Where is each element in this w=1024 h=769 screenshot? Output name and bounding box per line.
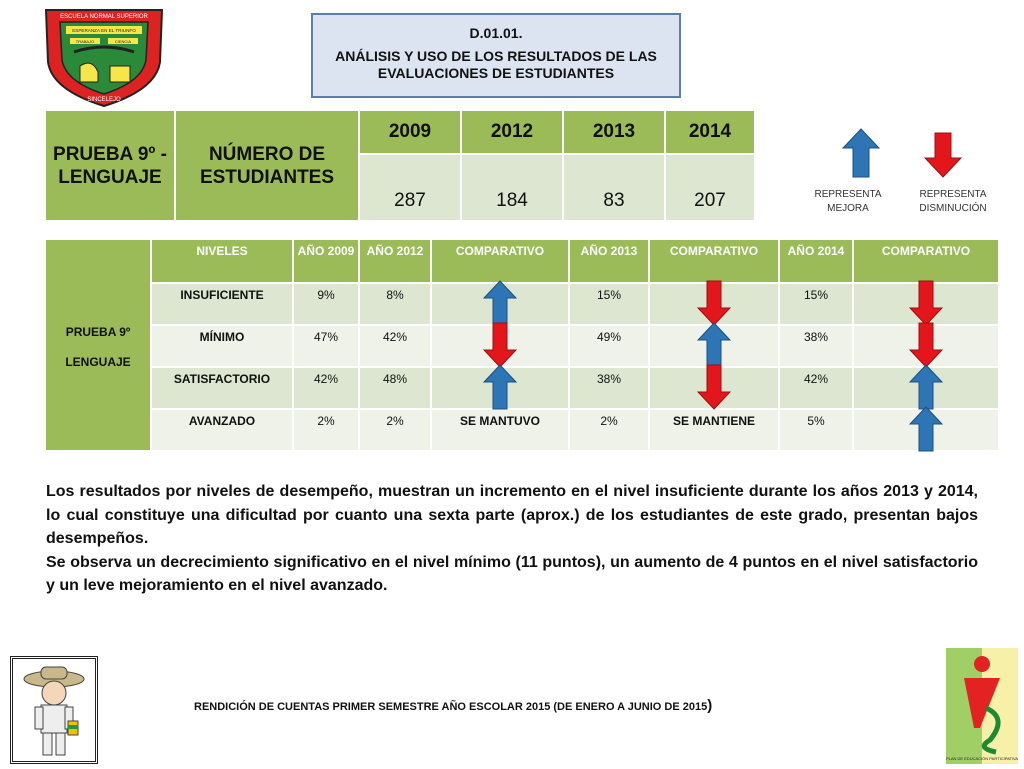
table-row: [45, 409, 999, 451]
page-title: ANÁLISIS Y USO DE LOS RESULTADOS DE LAS EVALUACIONES DE ESTUDIANTES: [335, 48, 657, 81]
value-2009: 2%: [293, 409, 359, 451]
value-2014: 5%: [779, 409, 853, 451]
arrow-up-icon: [697, 322, 731, 368]
levels-comparison-table: [44, 238, 1000, 452]
value-2014: 42%: [779, 367, 853, 409]
value-2012: 2%: [359, 409, 431, 451]
arrow-down-icon: [697, 364, 731, 410]
students-count-table: [44, 109, 756, 222]
crest-text-left: TRABAJO: [75, 39, 95, 44]
crest-text-school: ESCUELA NORMAL SUPERIOR: [60, 14, 148, 20]
legend-down-arrow-icon: [924, 132, 962, 183]
summary-text: [46, 480, 978, 598]
year-header-2014: 2014: [665, 110, 755, 154]
level-name: MÍNIMO: [151, 325, 293, 367]
footer-caption: RENDICIÓN DE CUENTAS PRIMER SEMESTRE AÑO ESCOLAR 2015 (DE ENERO A JUNIO DE 2015: [194, 701, 708, 713]
arrow-up-icon: [909, 406, 943, 452]
count-2012: 184: [461, 154, 563, 221]
test-label-cell: [45, 110, 175, 221]
students-label-cell: [175, 110, 359, 221]
comparative-1: [431, 283, 569, 325]
header-year-2013: AÑO 2013: [569, 239, 649, 283]
comparative-2: [649, 283, 779, 325]
value-2013: 38%: [569, 367, 649, 409]
header-comparative-3: COMPARATIVO: [853, 239, 999, 283]
value-2013: 15%: [569, 283, 649, 325]
year-header-2013: 2013: [563, 110, 665, 154]
value-2012: 48%: [359, 367, 431, 409]
education-plan-logo: [946, 648, 1018, 764]
level-name: AVANZADO: [151, 409, 293, 451]
year-header-2009: 2009: [359, 110, 461, 154]
levels-side-label-subject: LENGUAJE: [65, 355, 131, 369]
footer-close-paren: ): [707, 697, 713, 714]
arrow-down-icon: [909, 280, 943, 326]
logo-caption: PLAN DE EDUCACIÓN PARTICIPATIVA: [946, 756, 1018, 761]
header-comparative-1: COMPARATIVO: [431, 239, 569, 283]
year-header-2012: 2012: [461, 110, 563, 154]
test-label: PRUEBA 9º - LENGUAJE: [53, 143, 167, 188]
comparative-3: [853, 325, 999, 367]
comparative-2: [649, 367, 779, 409]
school-crest-logo: [40, 2, 168, 108]
value-2009: 47%: [293, 325, 359, 367]
crest-text-city: SINCELEJO: [87, 97, 121, 103]
comparative-3: [853, 367, 999, 409]
arrow-up-icon: [483, 280, 517, 326]
comparative-3: [853, 283, 999, 325]
comparative-1: [431, 367, 569, 409]
summary-paragraph-2: Se observa un decrecimiento significativo en el nivel mínimo (11 puntos), un aumento de 4 puntos en el nivel satisfactorio y un leve mejoramiento en el nivel avanzado.: [46, 553, 978, 594]
arrow-down-icon: [483, 322, 517, 368]
header-year-2012: AÑO 2012: [359, 239, 431, 283]
value-2013: 2%: [569, 409, 649, 451]
value-2014: 15%: [779, 283, 853, 325]
value-2009: 42%: [293, 367, 359, 409]
level-name: INSUFICIENTE: [151, 283, 293, 325]
table-row: [45, 367, 999, 409]
level-name: SATISFACTORIO: [151, 367, 293, 409]
levels-side-label-test: PRUEBA 9º: [65, 325, 131, 339]
count-2013: 83: [563, 154, 665, 221]
value-2012: 42%: [359, 325, 431, 367]
crest-text-right: CIENCIA: [114, 39, 132, 44]
comparative-1: [431, 325, 569, 367]
legend-up-label: REPRESENTA MEJORA: [814, 189, 882, 214]
child-drawing-image: [10, 656, 98, 764]
arrow-down-icon: [697, 280, 731, 326]
value-2013: 49%: [569, 325, 649, 367]
value-2009: 9%: [293, 283, 359, 325]
count-2009: 287: [359, 154, 461, 221]
document-code: D.01.01.: [469, 25, 523, 41]
legend-down-label: REPRESENTA DISMINUCIÓN: [919, 189, 987, 214]
comparative-2: SE MANTIENE: [649, 409, 779, 451]
count-2014: 207: [665, 154, 755, 221]
comparative-2: [649, 325, 779, 367]
crest-text-motto: ESPERANZA EN EL TRIUNFO: [72, 28, 136, 33]
legend-up-arrow-icon: [842, 128, 880, 183]
value-2014: 38%: [779, 325, 853, 367]
summary-paragraph-1: Los resultados por niveles de desempeño, muestran un incremento en el nivel insuficiente durante los años 2013 y 2014, lo cual constituye una dificultad por cuanto una sexta parte (aprox.) de los estudiantes de este grado, presentan bajos desempeños.: [46, 483, 978, 547]
footer-text: [194, 697, 712, 714]
header-levels: NIVELES: [151, 239, 293, 283]
header-year-2009: AÑO 2009: [293, 239, 359, 283]
value-2012: 8%: [359, 283, 431, 325]
comparative-1: SE MANTUVO: [431, 409, 569, 451]
title-box: [311, 13, 681, 98]
table-row: [45, 325, 999, 367]
arrow-up-icon: [483, 364, 517, 410]
arrow-up-icon: [909, 364, 943, 410]
header-comparative-2: COMPARATIVO: [649, 239, 779, 283]
students-label: NÚMERO DE ESTUDIANTES: [199, 143, 335, 188]
levels-side-label-cell: [45, 239, 151, 451]
comparative-3: [853, 409, 999, 451]
header-year-2014: AÑO 2014: [779, 239, 853, 283]
arrow-down-icon: [909, 322, 943, 368]
table-row: [45, 283, 999, 325]
